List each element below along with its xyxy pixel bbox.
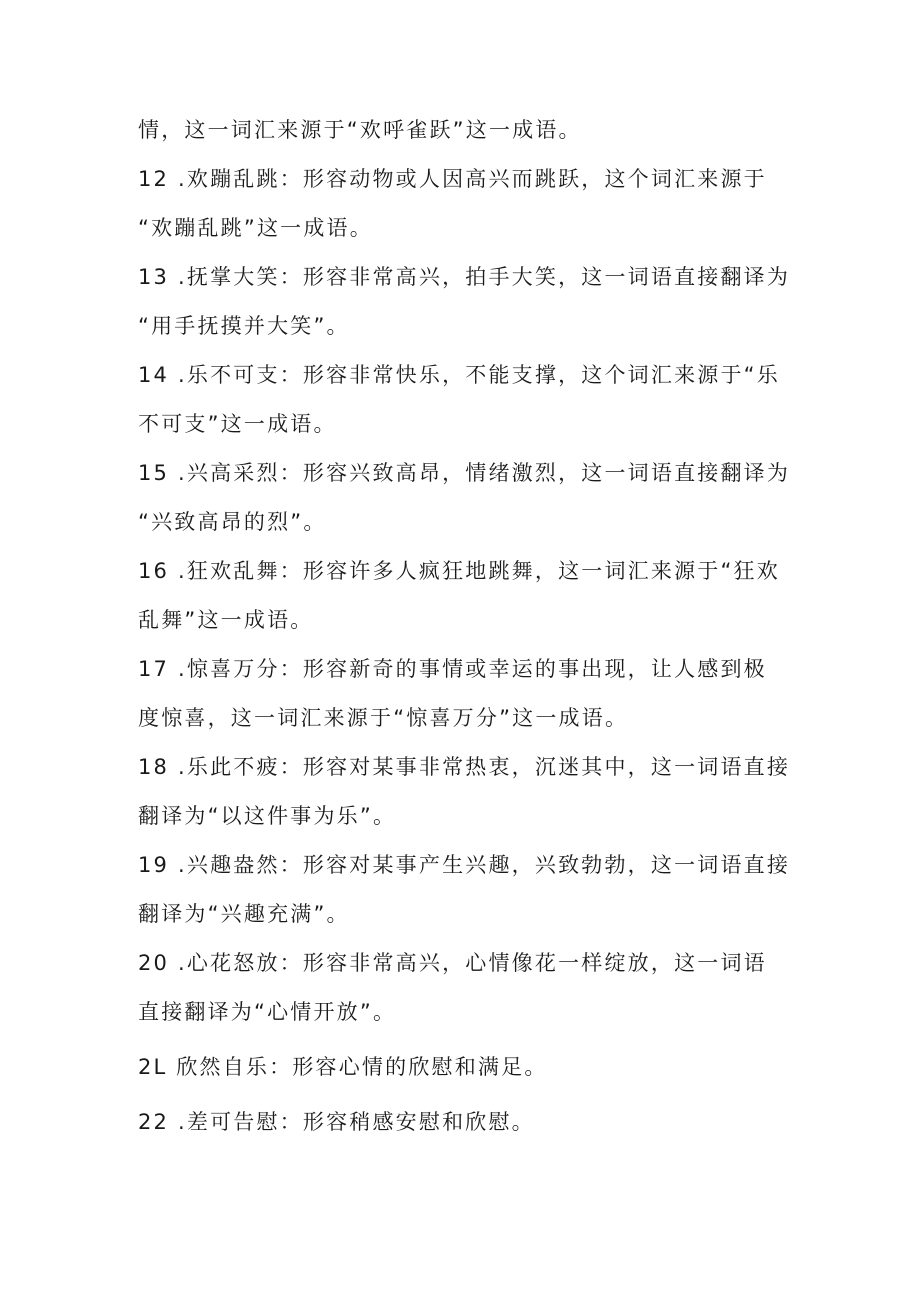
text-line-17: 翻译为“兴趣充满”。: [138, 902, 350, 926]
text-line-11: 乱舞”这一成语。: [138, 608, 314, 632]
text-line-2: 12 .欢蹦乱跳：形容动物或人因高兴而跳跃，这个词汇来源于: [138, 167, 767, 191]
text-line-1: 情，这一词汇来源于“欢呼雀跃”这一成语。: [138, 118, 582, 142]
text-line-12: 17 .惊喜万分：形容新奇的事情或幸运的事出现，让人感到极: [138, 657, 767, 681]
text-line-8: 15 .兴高采烈：形容兴致高昂，情绪激烈，这一词语直接翻译为: [138, 461, 791, 485]
text-line-21: 22 .差可告慰：形容稍感安慰和欣慰。: [138, 1110, 535, 1134]
text-line-7: 不可支”这一成语。: [138, 412, 337, 436]
text-line-3: “欢蹦乱跳”这一成语。: [138, 216, 373, 240]
text-line-14: 18 .乐此不疲：形容对某事非常热衷，沉迷其中，这一词语直接: [138, 755, 791, 779]
text-line-16: 19 .兴趣盎然：形容对某事产生兴趣，兴致勃勃，这一词语直接: [138, 853, 791, 877]
text-line-10: 16 .狂欢乱舞：形容许多人疯狂地跳舞，这一词汇来源于“狂欢: [138, 559, 780, 583]
text-line-6: 14 .乐不可支：形容非常快乐，不能支撑，这个词汇来源于“乐: [138, 363, 780, 387]
text-line-4: 13 .抚掌大笑：形容非常高兴，拍手大笑，这一词语直接翻译为: [138, 265, 791, 289]
text-line-5: “用手抚摸并大笑”。: [138, 314, 350, 338]
text-line-9: “兴致高昂的烈”。: [138, 510, 327, 534]
text-line-19: 直接翻译为“心情开放”。: [138, 1000, 397, 1024]
document-body: [138, 106, 798, 1147]
text-line-20: 2L 欣然自乐：形容心情的欣慰和满足。: [138, 1055, 548, 1079]
text-line-13: 度惊喜，这一词汇来源于“惊喜万分”这一成语。: [138, 706, 629, 730]
text-line-18: 20 .心花怒放：形容非常高兴，心情像花一样绽放，这一词语: [138, 951, 767, 975]
text-line-15: 翻译为“以这件事为乐”。: [138, 804, 397, 828]
